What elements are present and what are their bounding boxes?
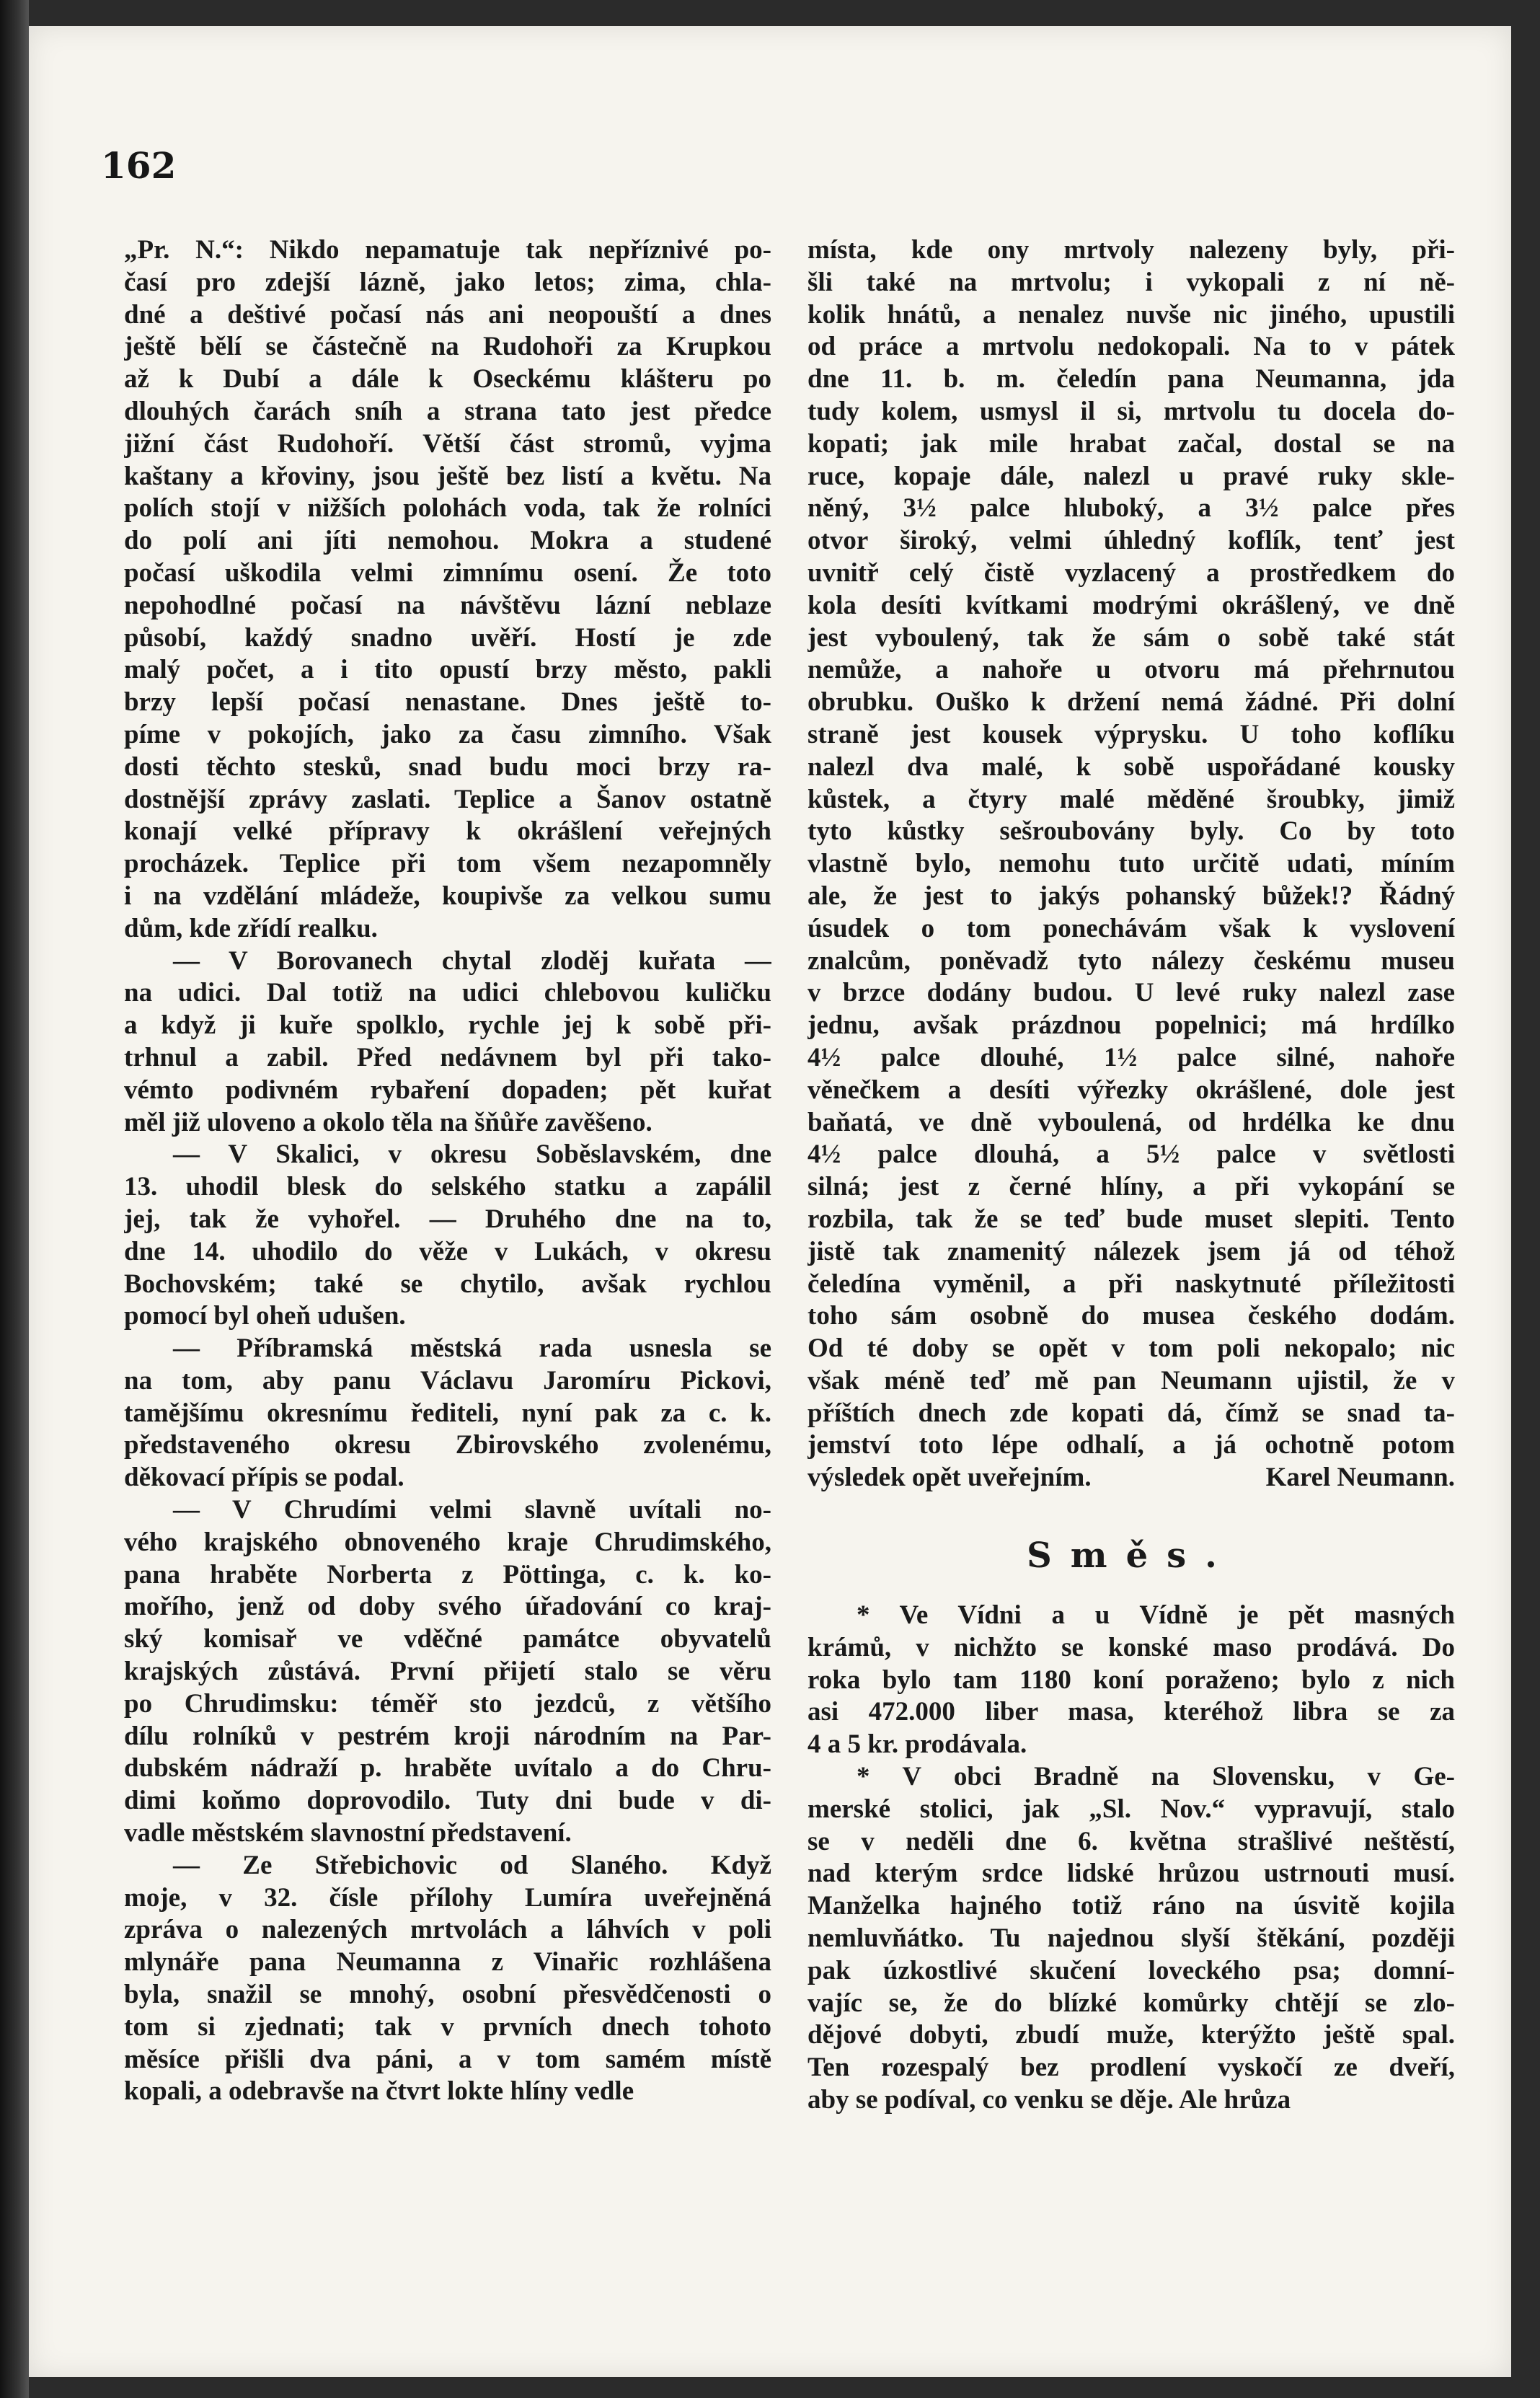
binding-edge xyxy=(0,0,29,2398)
text-line: * V obci Bradně na Slovensku, v Ge- xyxy=(857,1762,1455,1792)
text-line: otvor široký, velmi úhledný koflík, tenť jest xyxy=(807,526,1455,556)
text-line: mořího, jenž od doby svého úřadování co kraj- xyxy=(124,1592,771,1622)
text-line: ský komisař ve vděčné památce obyvatelů xyxy=(124,1624,771,1654)
text-line: uvnitř celý čistě vyzlacený a prostředkem do xyxy=(807,557,1455,588)
text-line: po Chrudimsku: téměř sto jezdců, z většího xyxy=(124,1688,771,1719)
text-line: nepohodlné počasí na návštěvu lázní neblaze xyxy=(124,590,771,620)
text-line: i na vzdělání mládeže, koupivše za velkou sumu xyxy=(124,881,771,911)
text-line: ruce, kopaje dále, nalezl u pravé ruky skle- xyxy=(807,461,1455,491)
text-line: nemluvňátko. Tu najednou slyší štěkání, později xyxy=(807,1923,1455,1954)
text-line: 4½ palce dlouhé, 1½ palce silné, nahoře xyxy=(807,1042,1455,1072)
text-line: vlastně bylo, nemohu tuto určitě udati, míním xyxy=(807,849,1455,879)
text-line: dějové dobyti, zbudí muže, kterýžto ještě spal. xyxy=(807,2020,1455,2050)
text-line: děkovací přípis se podal. xyxy=(124,1463,404,1493)
text-line: v brzce dodány budou. U levé ruky nalezl zase xyxy=(807,978,1455,1008)
text-line: moje, v 32. čísle přílohy Lumíra uveřejněná xyxy=(124,1882,771,1913)
text-line: tamějšímu okresnímu řediteli, nyní pak za c. k. xyxy=(124,1398,771,1428)
text-line: ještě bělí se částečně na Rudohoři za Krupkou xyxy=(124,332,771,362)
text-line: věnečkem a desíti výřezky okrášlené, dole jest xyxy=(807,1075,1455,1105)
text-line: dimi koňmo doprovodilo. Tuty dni bude v di- xyxy=(124,1786,771,1816)
text-line: jest vyboulený, tak že sám o sobě také stát xyxy=(807,622,1455,653)
text-line: kola desíti kvítkami modrými okrášlený, ve dně xyxy=(807,590,1455,620)
text-line: roka bylo tam 1180 koní poraženo; bylo z nich xyxy=(807,1665,1455,1695)
text-line: mlynáře pana Neumanna z Vinařic rozhlášena xyxy=(124,1947,771,1978)
text-line: počasí uškodila velmi zimnímu osení. Že toto xyxy=(124,557,771,588)
text-line: dostnější zprávy zaslati. Teplice a Šanov ostatně xyxy=(124,784,771,814)
text-line: něný, 3½ palce hluboký, a 3½ palce přes xyxy=(807,493,1455,524)
text-line: časí pro zdejší lázně, jako letos; zima, chla- xyxy=(124,267,771,297)
text-line: příštích dnech zde kopati dá, čímž se snad ta- xyxy=(807,1398,1455,1428)
text-line: výsledek opět uveřejním. Karel Neumann. xyxy=(807,1462,1455,1494)
text-line: jemství toto lépe odhalí, a já ochotně potom xyxy=(807,1430,1455,1460)
text-line: nad kterým srdce lidské hrůzou ustrnouti musí. xyxy=(807,1859,1455,1889)
text-line: tyto kůstky sešroubovány byly. Co by toto xyxy=(807,816,1455,847)
text-line: šli také na mrtvolu; i vykopali z ní ně- xyxy=(807,267,1455,297)
text-line: konají velké přípravy k okrášlení veřejných xyxy=(124,816,771,847)
text-line: dné a deštivé počasí nás ani neopouští a dnes xyxy=(124,299,771,330)
article-continuation xyxy=(807,234,1455,1494)
text-line: straně jest kousek výprysku. U toho koflíku xyxy=(807,719,1455,749)
text-line: malý počet, a i tito opustí brzy město, pakli xyxy=(124,655,771,685)
left-column xyxy=(124,234,771,2108)
text-line: však méně teď mě pan Neumann ujistil, že v xyxy=(807,1365,1455,1396)
text-line: — V Chrudími velmi slavně uvítali no- xyxy=(173,1495,771,1525)
text-line: byla, snažil se mnohý, osobní přesvědčenosti o xyxy=(124,1980,771,2010)
text-line: vémto podivném rybaření dopaden; pět kuřat xyxy=(124,1075,771,1105)
text-line: dílu rolníků v pestrém kroji národním na Par- xyxy=(124,1721,771,1751)
text-line: Ten rozespalý bez prodlení vyskočí ze dveří, xyxy=(807,2053,1455,2083)
signature: Karel Neumann. xyxy=(1265,1463,1455,1493)
text-line: dubském nádraží p. hraběte uvítalo a do Chru- xyxy=(124,1753,771,1784)
text-line: jej, tak že vyhořel. — Druhého dne na to, xyxy=(124,1204,771,1234)
text-line: pana hraběte Norberta z Pöttinga, c. k. ko- xyxy=(124,1559,771,1590)
text-line: čeledína vyměnil, a při naskytnuté příležitosti xyxy=(807,1269,1455,1299)
text-line: píme v pokojích, jako za času zimního. Však xyxy=(124,719,771,749)
text-line: vadle městském slavnostní představení. xyxy=(124,1818,572,1848)
text-line: nemůže, a nahoře u otvoru má přehrnutou xyxy=(807,655,1455,685)
text-line: ale, že jest to jakýs pohanský bůžek!? Řádný xyxy=(807,881,1455,911)
text-line: měl již uloveno a okolo těla na šňůře zavěšeno. xyxy=(124,1107,652,1137)
text-line: — Ze Střebichovic od Slaného. Když xyxy=(173,1850,771,1880)
text-line: kůstek, a čtyry malé měděné šroubky, jimiž xyxy=(807,784,1455,814)
text-line: dne 14. uhodilo do věže v Lukách, v okresu xyxy=(124,1236,771,1266)
text-line: Od té doby se opět v tom poli nekopalo; nic xyxy=(807,1334,1455,1364)
text-line: a když ji kuře spolklo, rychle jej k sobě při- xyxy=(124,1010,771,1041)
text-line: jižní část Rudohoří. Větší část stromů, vyjma xyxy=(124,428,771,459)
text-line: 13. uhodil blesk do selského statku a zapálil xyxy=(124,1172,771,1202)
text-line: kolik hnátů, a nenalez nuvše nic jiného, upustili xyxy=(807,299,1455,330)
text-line: nalezl dva malé, k sobě uspořádané kousky xyxy=(807,751,1455,782)
text-line: „Pr. N.“: Nikdo nepamatuje tak nepříznivé po- xyxy=(124,235,771,265)
text-line: kopali, a odebravše na čtvrt lokte hlíny vedle xyxy=(124,2076,634,2107)
text-line: na udici. Dal totiž na udici chlebovou kuličku xyxy=(124,978,771,1008)
text-line: merské stolici, jak „Sl. Nov.“ vypravují, stalo xyxy=(807,1794,1455,1824)
text-line: dlouhých čarách sníh a strana tato jest předce xyxy=(124,396,771,426)
text-line: na tom, aby panu Václavu Jaromíru Pickovi, xyxy=(124,1365,771,1396)
text-line: vajíc se, že do blízké komůrky chtějí se zlo- xyxy=(807,1988,1455,2018)
text-line: pomocí byl oheň udušen. xyxy=(124,1301,406,1331)
text-line: kopati; jak mile hrabat začal, dostal se na xyxy=(807,428,1455,459)
text-line: silná; jest z černé hlíny, a při vykopání se xyxy=(807,1172,1455,1202)
text-line: procházek. Teplice při tom všem nezapomněly xyxy=(124,849,771,879)
text-line: znalcům, poněvadž tyto nálezy českému museu xyxy=(807,945,1455,976)
text-line: místa, kde ony mrtvoly nalezeny byly, při- xyxy=(807,235,1455,265)
text-line: 4½ palce dlouhá, a 5½ palce v světlosti xyxy=(807,1140,1455,1170)
text-line: vého krajského obnoveného kraje Chrudimského, xyxy=(124,1527,771,1557)
text-line: — V Skalici, v okresu Soběslavském, dne xyxy=(173,1140,771,1170)
right-column xyxy=(807,234,1455,2117)
text-line: Manželka hajného totiž ráno na úsvitě kojila xyxy=(807,1891,1455,1921)
text-line: dům, kde zřídí realku. xyxy=(124,913,378,943)
miscellany-section xyxy=(807,1600,1455,2117)
text-line: brzy lepší počasí nenastane. Dnes ještě to- xyxy=(124,687,771,718)
text-line: krajských zůstává. První přijetí stalo se věru xyxy=(124,1657,771,1687)
section-heading: Směs. xyxy=(1027,1535,1236,1577)
text-line: * Ve Vídni a u Vídně je pět masných xyxy=(857,1600,1455,1631)
text-line: do polí ani jíti nemohou. Mokra a studené xyxy=(124,526,771,556)
text-line: se v neděli dne 6. května strašlivé neštěstí, xyxy=(807,1826,1455,1856)
text-line: kaštany a křoviny, jsou ještě bez listí a květu. Na xyxy=(124,461,771,491)
text-line: jednu, avšak prázdnou popelnici; má hrdílko xyxy=(807,1010,1455,1041)
text-line: představeného okresu Zbirovského zvolenému, xyxy=(124,1430,771,1460)
text-line: krámů, v nichžto se konské maso prodává. Do xyxy=(807,1632,1455,1662)
text-line: — V Borovanech chytal zloděj kuřata — xyxy=(173,945,771,976)
text-line: tudy kolem, usmysl il si, mrtvolu tu docela do- xyxy=(807,396,1455,426)
text-line: pak úzkostlivé skučení loveckého psa; domní- xyxy=(807,1955,1455,1985)
text-line: rozbila, tak že se teď bude muset slepiti. Tento xyxy=(807,1204,1455,1234)
text-line: obrubku. Ouško k držení nemá žádné. Při dolní xyxy=(807,687,1455,718)
text-line: tom si zjednati; tak v prvních dnech tohoto xyxy=(124,2011,771,2042)
text-line: toho sám osobně do musea českého dodám. xyxy=(807,1301,1455,1331)
text-line: jistě tak znamenitý nálezek jsem já od téhož xyxy=(807,1236,1455,1266)
text-line: působí, každý snadno uvěří. Hostí je zde xyxy=(124,622,771,653)
text-line: aby se podíval, co venku se děje. Ale hrůza xyxy=(807,2085,1291,2115)
text-line: měsíce přišli dva páni, a v tom samém místě xyxy=(124,2044,771,2074)
text-line: úsudek o tom ponechávám však k vyslovení xyxy=(807,913,1455,943)
text-line: Bochovském; také se chytilo, avšak rychlou xyxy=(124,1269,771,1299)
text-line: dne 11. b. m. čeledín pana Neumanna, jda xyxy=(807,364,1455,394)
text-line: dosti těchto stesků, snad budu moci brzy ra- xyxy=(124,751,771,782)
text-line: zpráva o nalezených mrtvolách a láhvích v poli xyxy=(124,1915,771,1945)
text-line: 4 a 5 kr. prodávala. xyxy=(807,1729,1027,1760)
text-line: baňatá, ve dně vyboulená, od hrdélka ke dnu xyxy=(807,1107,1455,1137)
text-line: až k Dubí a dále k Oseckému klášteru po xyxy=(124,364,771,394)
text-line: asi 472.000 liber masa, kteréhož libra se za xyxy=(807,1697,1455,1727)
text-line: polích stojí v nižších polohách voda, tak že rolníci xyxy=(124,493,771,524)
page-number: 162 xyxy=(101,144,177,187)
text-line: trhnul a zabil. Před nedávnem byl při tako- xyxy=(124,1042,771,1072)
text-line: od práce a mrtvolu nedokopali. Na to v pátek xyxy=(807,332,1455,362)
text-line: — Příbramská městská rada usnesla se xyxy=(173,1334,771,1364)
